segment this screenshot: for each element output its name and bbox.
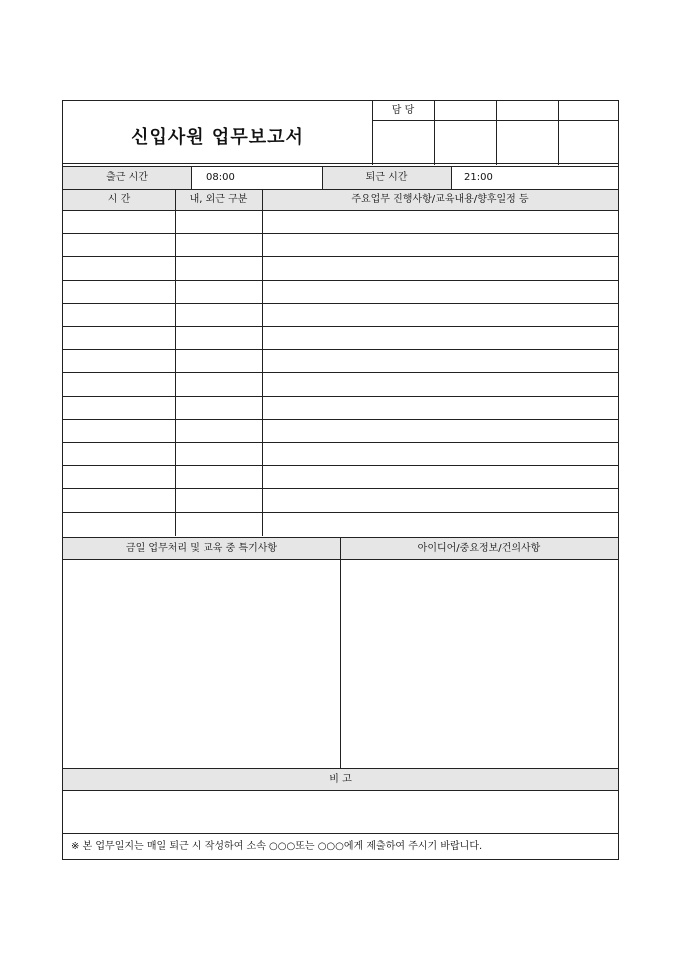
remarks-area[interactable] [64, 791, 618, 832]
page-title: 신입사원 업무보고서 [131, 127, 304, 148]
table-row[interactable] [63, 397, 618, 419]
table-row[interactable] [63, 327, 618, 349]
table-row[interactable] [63, 420, 618, 442]
table-row[interactable] [63, 234, 618, 256]
special-notes-heading: 금일 업무처리 및 교육 중 특기사항 [125, 543, 278, 554]
ideas-heading: 아이디어/중요정보/건의사항 [417, 543, 541, 554]
clock-out-label: 퇴근 시간 [365, 172, 408, 183]
table-row[interactable] [63, 257, 618, 279]
approval-sign-cell-3[interactable] [497, 121, 558, 165]
table-row[interactable] [63, 443, 618, 465]
clock-in-label: 출근 시간 [106, 172, 148, 183]
remarks-heading: 비 고 [329, 774, 352, 785]
report-form [62, 100, 619, 860]
col-header-time: 시 간 [107, 194, 131, 205]
approval-sign-cell-2[interactable] [435, 121, 496, 165]
table-row[interactable] [63, 373, 618, 395]
special-notes-area[interactable] [64, 560, 340, 767]
table-row[interactable] [63, 350, 618, 372]
table-row[interactable] [63, 281, 618, 303]
approval-label: 담 당 [391, 105, 415, 116]
col-header-type: 내, 외근 구분 [189, 194, 248, 205]
table-row[interactable] [63, 513, 618, 535]
col-header-content: 주요업무 진행사항/교육내용/향후일정 등 [351, 194, 529, 205]
table-row[interactable] [63, 304, 618, 326]
table-row[interactable] [63, 211, 618, 233]
ideas-area[interactable] [341, 560, 618, 767]
clock-out-value[interactable]: 21:00 [464, 172, 493, 183]
clock-in-value[interactable]: 08:00 [206, 172, 235, 183]
footer-note: ※ 본 업무일지는 매일 퇴근 시 작성하여 소속 ○○○또는 ○○○에게 제출하여 주시기 바랍니다. [71, 841, 483, 852]
table-row[interactable] [63, 489, 618, 511]
approval-sign-cell-4[interactable] [559, 121, 619, 165]
approval-sign-cell-1[interactable] [373, 121, 434, 165]
table-row[interactable] [63, 466, 618, 488]
